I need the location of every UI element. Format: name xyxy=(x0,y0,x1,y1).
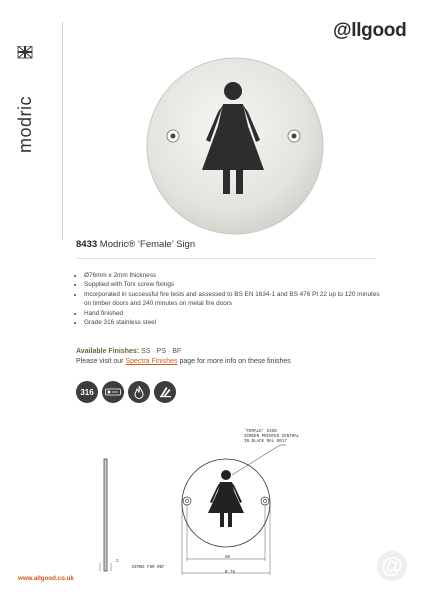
note-line: 'FEMALE' SIGN xyxy=(244,430,277,434)
feature-list xyxy=(74,271,384,327)
front-view xyxy=(182,445,286,575)
note-line: IN BLACK RAL 9017 xyxy=(244,440,287,444)
dims-for-ref-label: DIMNS FOR REF xyxy=(132,566,165,570)
side-view xyxy=(100,459,111,571)
finishes-values: SS · PS · BF xyxy=(141,348,182,355)
at-symbol-icon xyxy=(377,551,407,581)
modric-logo xyxy=(10,46,40,154)
watermark-glyph: @ xyxy=(381,553,403,578)
allgood-logo: @llgood xyxy=(333,20,407,41)
feature-item: • Hand finished xyxy=(84,309,384,318)
spectra-suffix: page for more info on these finishes xyxy=(177,358,291,365)
drawing-note xyxy=(244,430,299,445)
female-figure-icon xyxy=(208,470,244,527)
thickness-dimension: 2 xyxy=(116,560,119,564)
fixing-hole-right-icon xyxy=(261,497,269,505)
section-divider xyxy=(76,258,376,259)
fixing-centres-dimension: 50 xyxy=(225,556,231,560)
feature-item: • Grade 316 stainless steel xyxy=(84,318,384,327)
fixing-hole-left-icon xyxy=(183,497,191,505)
finish-swatch-icon xyxy=(154,381,176,403)
screw-left-icon xyxy=(167,130,179,142)
note-line: SCREEN PRINTED CENTRAL xyxy=(244,435,300,439)
grade-316-label: 316 xyxy=(80,387,94,397)
feature-item: • Incorporated in successful fire tests and assessed to BS EN 1634-1 and BS 476 Pt 22 up to 120 minutes on timber doors and 240 minutes on metal fire doors xyxy=(84,290,384,309)
spectra-finishes-link[interactable]: Spectra Finishes xyxy=(125,358,178,365)
technical-drawing xyxy=(90,425,290,585)
feature-item: • Ø76mm x 2mm thickness xyxy=(84,271,384,280)
diameter-dimension: Ø 76 xyxy=(225,571,236,575)
finishes-label: Available Finishes: xyxy=(76,348,140,355)
certified-fixings-icon xyxy=(102,381,124,403)
feature-badges xyxy=(76,381,176,403)
grade-316-icon xyxy=(76,381,98,403)
product-title xyxy=(76,239,195,250)
available-finishes xyxy=(76,348,181,355)
union-flag-icon xyxy=(18,46,32,58)
product-image xyxy=(145,56,325,236)
divider-line xyxy=(62,22,63,240)
fire-rated-icon xyxy=(128,381,150,403)
product-code: 8433 xyxy=(76,239,98,250)
screw-right-icon xyxy=(288,130,300,142)
modric-wordmark: modric xyxy=(15,95,35,153)
website-link[interactable]: www.allgood.co.uk xyxy=(18,575,74,582)
spectra-note xyxy=(76,358,291,365)
feature-item: • Supplied with Torx screw fixings xyxy=(84,280,384,289)
spectra-prefix: Please visit our xyxy=(76,358,126,365)
product-name: Modric® ‘Female’ Sign xyxy=(99,239,196,250)
